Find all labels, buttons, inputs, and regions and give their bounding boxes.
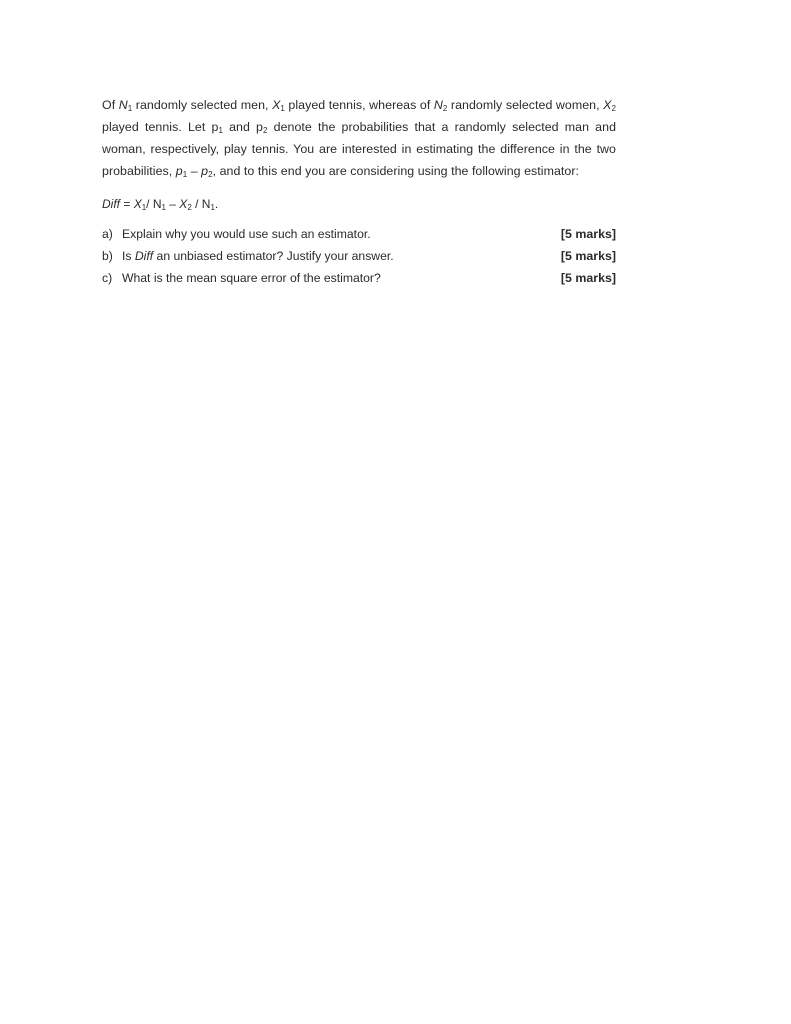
question-letter: b) [102, 249, 113, 263]
text-segment: and p [222, 120, 264, 134]
document-page [102, 94, 616, 289]
text-segment: an unbiased estimator? Justify your answer. [153, 249, 394, 263]
text-segment: – [187, 164, 202, 178]
subscript: 2 [187, 203, 192, 212]
marks-label: [5 marks] [560, 249, 616, 263]
formula-part: / N [191, 197, 211, 211]
text-segment: randomly selected women, [447, 98, 604, 112]
var-X: X [179, 197, 188, 211]
formula-part: / N [146, 197, 162, 211]
subscript: 2 [263, 126, 268, 135]
var-N: N [118, 98, 128, 112]
marks-label: [5 marks] [560, 271, 616, 285]
text-segment: Is [122, 249, 135, 263]
question-c [102, 267, 616, 289]
question-b [102, 245, 616, 267]
var-X: X [133, 197, 142, 211]
formula-part: . [214, 197, 219, 211]
subscript: 1 [280, 104, 285, 113]
text-segment: played tennis. Let p [102, 120, 219, 134]
subscript: 1 [141, 203, 147, 212]
subscript: 1 [182, 170, 188, 179]
text-segment: denote the probabilities that a randomly selected man and woman, respectively, play tennis. You are interested in estimating the difference in the two probabilities, [102, 120, 617, 178]
question-letter: a) [102, 227, 113, 241]
var-X: X [603, 98, 612, 112]
subscript: 1 [161, 203, 166, 212]
estimator-formula [102, 195, 616, 213]
text-segment: Of [102, 98, 119, 112]
subscript: 2 [611, 104, 616, 113]
question-text: Explain why you would use such an estimator. [122, 227, 371, 241]
question-letter: c) [102, 271, 113, 285]
question-a [102, 223, 616, 245]
text-segment: played tennis, whereas of [284, 98, 434, 112]
subscript: 1 [210, 203, 215, 212]
estimator-name: Diff [134, 249, 154, 263]
question-text [122, 245, 556, 267]
var-p: p [175, 164, 183, 178]
var-p: p [201, 164, 209, 178]
question-list [102, 223, 616, 289]
subscript: 1 [127, 104, 133, 113]
var-X: X [272, 98, 281, 112]
problem-statement [102, 94, 616, 182]
formula-part: = [120, 197, 134, 211]
subscript: 1 [218, 126, 223, 135]
question-text: What is the mean square error of the estimator? [122, 271, 381, 285]
marks-label: [5 marks] [560, 227, 616, 241]
subscript: 2 [208, 170, 213, 179]
text-segment: randomly selected men, [132, 98, 273, 112]
subscript: 2 [442, 104, 448, 113]
var-N: N [433, 98, 443, 112]
formula-part: – [165, 197, 180, 211]
text-segment: , and to this end you are considering using the following estimator: [212, 164, 579, 178]
estimator-name: Diff [102, 197, 120, 211]
